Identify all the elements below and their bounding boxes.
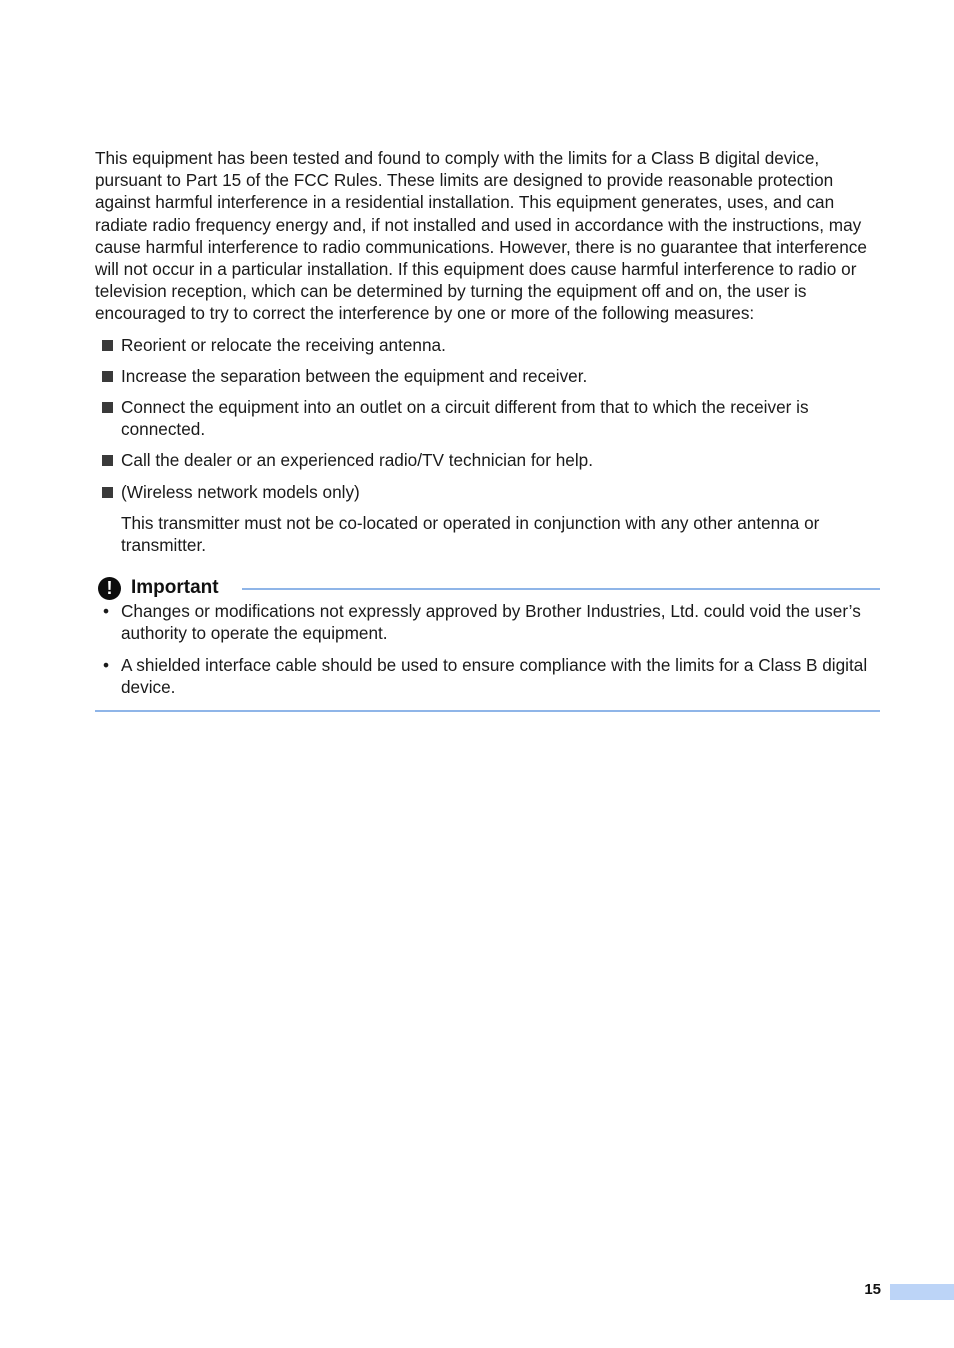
list-item xyxy=(95,654,880,698)
page-tab-marker xyxy=(890,1284,954,1300)
important-title: Important xyxy=(131,577,219,599)
list-item xyxy=(95,365,880,387)
list-item xyxy=(95,600,880,644)
list-item-text: Changes or modifications not expressly approved by Brother Industries, Ltd. could void the user’s authority to operate the equipment. xyxy=(121,601,861,644)
header-rule xyxy=(242,588,880,590)
square-bullet-icon xyxy=(102,371,113,382)
important-notice xyxy=(95,576,880,712)
fcc-statement-paragraph: This equipment has been tested and found to comply with the limits for a Class B digital device, pursuant to Part 15 of the FCC Rules. These limits are designed to provide reasonable protection against harmful interference in a residential installation. This equipment generates, uses, and can radiate radio frequency energy and, if not installed and used in accordance with the instructions, may cause harmful interference to radio communications. However, there is no guarantee that interference will not occur in a particular installation. If this equipment does cause harmful interference to radio or television reception, which can be determined by turning the equipment off and on, the user is encouraged to try to correct the interference by one or more of the following measures: xyxy=(95,148,867,324)
list-item-text: A shielded interface cable should be used to ensure compliance with the limits for a Class B digital device. xyxy=(121,654,868,697)
square-bullet-icon xyxy=(102,487,113,498)
bottom-rule xyxy=(95,710,880,712)
important-header xyxy=(95,576,880,600)
square-bullet-icon xyxy=(102,402,113,413)
list-item xyxy=(95,396,880,440)
square-bullet-icon xyxy=(102,340,113,351)
important-list xyxy=(95,600,880,698)
list-item-text: Connect the equipment into an outlet on a circuit different from that to which the receiver is connected. xyxy=(121,397,809,440)
list-item-text: Call the dealer or an experienced radio/TV technician for help. xyxy=(121,450,593,471)
list-item-text: (Wireless network models only) xyxy=(121,481,360,502)
list-item xyxy=(95,481,880,557)
wireless-note: This transmitter must not be co-located or operated in conjunction with any other antenna or transmitter. xyxy=(121,512,820,556)
measures-list xyxy=(95,334,880,557)
square-bullet-icon xyxy=(102,455,113,466)
list-item-text: Reorient or relocate the receiving antenna. xyxy=(121,334,446,355)
bullet-dot-icon: • xyxy=(103,601,110,622)
document-body xyxy=(95,147,880,712)
bullet-dot-icon: • xyxy=(103,654,110,675)
page-number: 15 xyxy=(864,1281,881,1298)
exclamation-icon: ! xyxy=(98,577,121,600)
list-item xyxy=(95,449,880,471)
list-item xyxy=(95,334,880,356)
list-item-text: Increase the separation between the equipment and receiver. xyxy=(121,365,588,386)
